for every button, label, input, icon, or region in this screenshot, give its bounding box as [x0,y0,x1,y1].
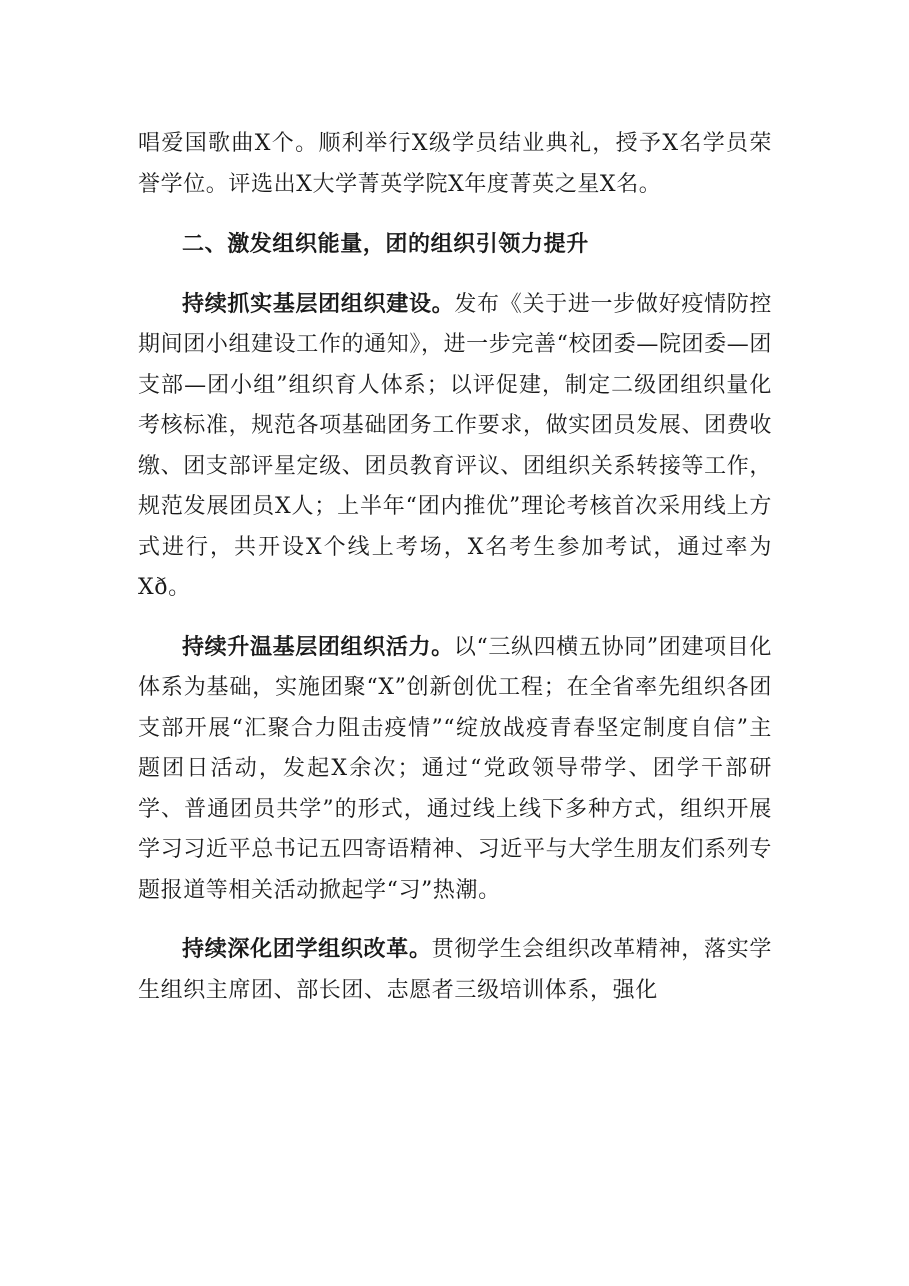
paragraph-lead: 持续抓实基层团组织建设。 [182,291,455,317]
paragraph-lead: 持续深化团学组织改革。 [182,937,432,962]
document-page [138,124,772,1011]
paragraph-body: 以“三纵四横五协同”团建项目化体系为基础，实施团聚“X”创新创优工程；在全省率先组织各团支部开展“汇聚合力阻击疫情”“绽放战疫青春坚定制度自信”主题团日活动，发起X余次；通过“党政领导带学、团学干部研学、普通团员共学”的形式，通过线上线下多种方式，组织开展学习习近平总书记五四寄语精神、习近平与大学生朋友们系列专题报道等相关活动掀起学“习”热潮。 [138,634,773,903]
section-heading: 二、激发组织能量，团的组织引领力提升 [182,232,589,257]
paragraph-grassroots-vitality [138,628,772,912]
paragraph-organization-reform [138,930,772,1011]
paragraph-body: 贯彻学生会组织改革精神，落实学生组织主席团、部长团、志愿者三级培训体系，强化 [138,937,772,1003]
intro-paragraph: 唱爱国歌曲X个。顺利举行X级学员结业典礼，授予X名学员荣誉学位。评选出X大学菁英学院X年度菁英之星X名。 [138,131,772,197]
paragraph-grassroots-construction [138,285,772,609]
paragraph-lead: 持续升温基层团组织活力。 [182,634,454,660]
paragraph-body: 发布《关于进一步做好疫情防控期间团小组建设工作的通知》，进一步完善“校团委—院团委—团支部—团小组”组织育人体系；以评促建，制定二级团组织量化考核标准，规范各项基础团务工作要求，做实团员发展、团费收缴、团支部评星定级、团员教育评议、团组织关系转接等工作，规范发展团员X人；上半年“团内推优”理论考核首次采用线上方式进行，共开设X个线上考场，X名考生参加考试，通过率为Xð。 [138,291,773,600]
